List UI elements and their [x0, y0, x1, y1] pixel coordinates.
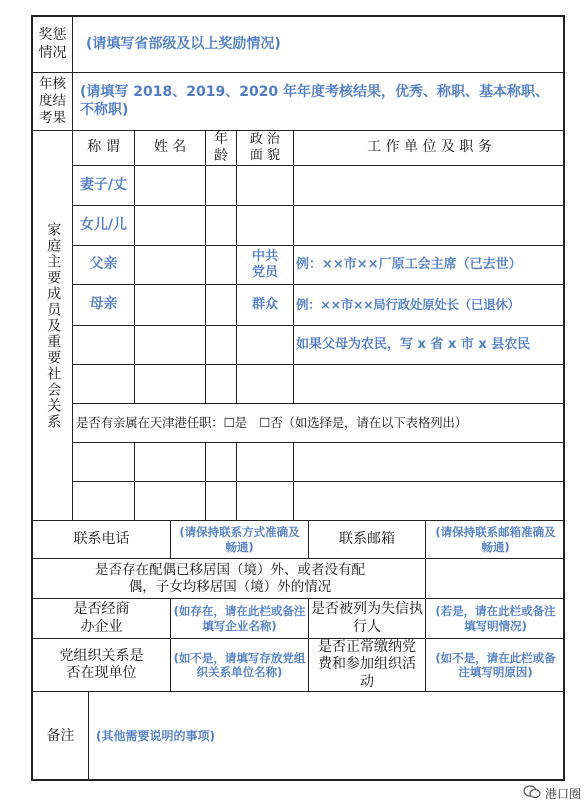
dues-label: 是否正常缴纳党费和参加组织活动: [318, 638, 416, 690]
party-label: 党组织关系是否在现单位: [59, 647, 144, 681]
watermark: [523, 785, 581, 802]
phone-label: 联系电话: [73, 530, 130, 547]
wechat-icon: [523, 785, 541, 802]
job-mother: 例：××市××局行政处原处长（已退休）: [296, 297, 520, 313]
watermark-text: 港口圈: [544, 787, 581, 801]
email-field[interactable]: (请保持联系邮箱准确及畅通): [435, 525, 556, 554]
emigration-question: 是否存在配偶已移居国（境）外、或者没有配偶，子女均移居国（境）外的情况: [95, 561, 365, 595]
assessment-label: 年核度结考果: [39, 76, 66, 126]
relation-spouse: 妻子/丈: [79, 176, 128, 193]
relation-child: 女儿/儿: [79, 216, 128, 233]
header-party: 政 治 面 貌: [249, 131, 281, 163]
business-label: 是否经商办企业: [73, 601, 130, 635]
header-relation: 称 谓: [87, 139, 120, 156]
remarks-field[interactable]: (其他需要说明的事项): [96, 729, 215, 743]
debtor-field[interactable]: (若是，请在此栏或备注填写明情况): [435, 604, 556, 633]
tianjin-relative-question[interactable]: 是否有亲属在天津港任职：☐是 ☐否（如选择是，请在以下表格列出）: [76, 415, 468, 431]
job-father: 例：××市××厂原工会主席（已去世）: [296, 256, 522, 272]
header-name: 姓 名: [153, 139, 187, 156]
remarks-label: 备注: [46, 727, 75, 744]
awards-label: 奖惩情况: [38, 27, 67, 61]
relation-mother: 母亲: [89, 296, 118, 313]
job-farmer-note: 如果父母为农民，写 x 省 x 市 x 县农民: [296, 336, 531, 352]
phone-field[interactable]: (请保持联系方式准确及畅通): [179, 525, 300, 554]
header-age: 年龄: [214, 130, 228, 164]
relation-father: 父亲: [89, 256, 118, 273]
party-father: 中共党员: [251, 248, 278, 280]
assessment-field[interactable]: (请填写 2018、2019、2020 年年度考核结果，优秀、称职、基本称职、不称职): [80, 84, 550, 118]
email-label: 联系邮箱: [339, 530, 395, 547]
header-job: 工 作 单 位 及 职 务: [367, 139, 492, 156]
family-section-label: 家庭主要成员及重要社会关系: [45, 221, 62, 430]
party-field[interactable]: (如不是，请填写存放党组织关系单位名称): [173, 650, 306, 679]
awards-field[interactable]: (请填写省部级及以上奖励情况): [86, 35, 281, 52]
party-mother: 群众: [251, 296, 278, 312]
dues-field[interactable]: (如不是，请在此栏或备注填写明原因): [435, 650, 556, 679]
business-field[interactable]: (如存在，请在此栏或备注填写企业名称): [173, 604, 306, 633]
debtor-label: 是否被列为失信执行人: [311, 601, 423, 635]
